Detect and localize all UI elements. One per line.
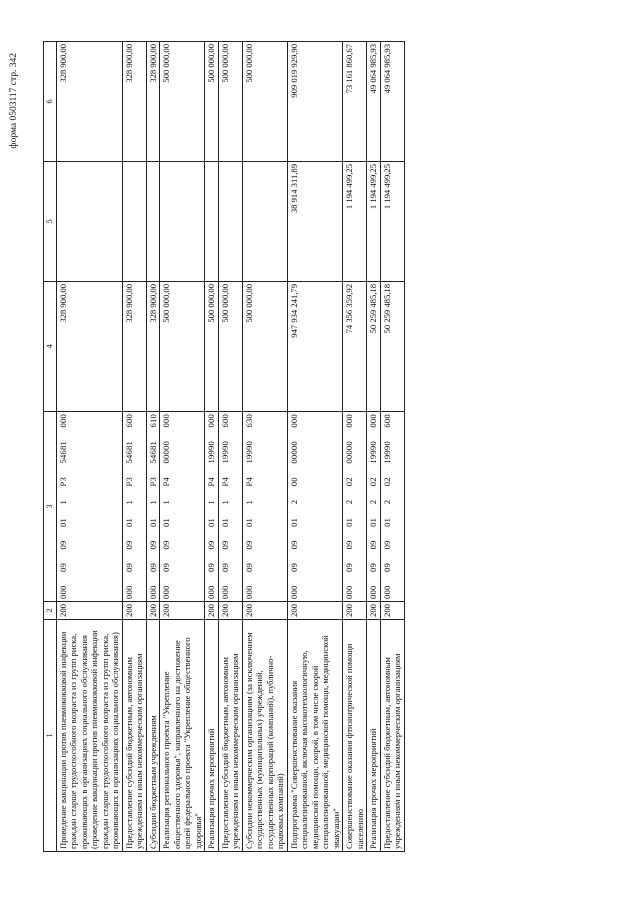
budget-code-part: P3 (58, 477, 68, 487)
budget-code (148, 414, 158, 599)
budget-code-part: 600 (123, 414, 134, 428)
header-cell-4: 4 (44, 282, 57, 412)
row-executed-cell (146, 162, 159, 282)
row-budget-code-cell (380, 412, 404, 602)
row-budget-code-cell (122, 412, 146, 602)
row-executed-cell (57, 162, 123, 282)
budget-table (43, 41, 405, 852)
row-unexecuted-cell: 500 000,00 (205, 42, 218, 162)
budget-code-part: 09 (147, 563, 158, 572)
row-name-cell: Предоставление субсидий бюджетным, автономным учреждениям и иным некоммерческим организациям (122, 620, 146, 852)
row-approved-cell: 50 259 485,18 (380, 282, 404, 412)
budget-code-part: 1 (243, 500, 254, 505)
row-name-cell: Проведение вакцинации против пневмококковой инфекции граждан старше трудоспособного возраста из групп риска, проживающих в организациях социального обслуживания (проведение вакцинации против пневмококковой инфекции граждан старше трудоспособного возраста из групп риска, проживающих в организациях социального обслуживания) (57, 620, 123, 852)
table-row (367, 42, 380, 852)
budget-code-part: 000 (123, 585, 134, 599)
budget-code-part: 19990 (243, 441, 254, 464)
budget-code-part: 1 (206, 500, 217, 505)
budget-code-part: 01 (123, 518, 134, 527)
budget-code-part: 01 (161, 518, 172, 527)
header-cell-2: 2 (44, 602, 57, 620)
budget-code-part: 09 (123, 540, 134, 550)
budget-code-part: P4 (243, 477, 254, 487)
row-executed-cell (205, 162, 218, 282)
row-budget-code-cell (205, 412, 218, 602)
row-line-code-cell: 200 (57, 602, 123, 620)
budget-code-part: 09 (243, 563, 254, 572)
budget-code-part: 000 (344, 585, 355, 599)
budget-code-part: 000 (147, 585, 158, 599)
budget-code-part: 01 (147, 518, 158, 527)
row-name-cell: Совершенствование оказания фтизиатрической помощи населению (343, 620, 367, 852)
row-executed-cell: 1 194 499,25 (343, 162, 367, 282)
table-body (44, 42, 405, 852)
row-line-code-cell: 200 (242, 602, 287, 620)
row-executed-cell (218, 162, 242, 282)
row-approved-cell: 328 900,00 (57, 282, 123, 412)
budget-code-part: 000 (58, 414, 68, 428)
budget-code-part: 000 (368, 585, 379, 599)
row-line-code-cell: 200 (218, 602, 242, 620)
row-unexecuted-cell: 500 000,00 (242, 42, 287, 162)
budget-code-part: 2 (368, 499, 379, 505)
row-approved-cell: 500 000,00 (242, 282, 287, 412)
budget-code (344, 414, 354, 599)
row-executed-cell: 1 194 499,25 (380, 162, 404, 282)
budget-code-part: P3 (123, 477, 134, 487)
budget-code-part: 01 (243, 518, 254, 527)
budget-code-part: 19990 (381, 441, 392, 464)
row-approved-cell: 328 900,00 (146, 282, 159, 412)
budget-code-part: 09 (381, 562, 392, 572)
budget-code-part: 1 (161, 500, 172, 505)
budget-code-part: 00 (288, 477, 299, 487)
budget-code (220, 414, 230, 599)
budget-code-part: 000 (206, 585, 217, 599)
budget-code-part: 600 (219, 414, 230, 428)
budget-code-part: 09 (123, 563, 134, 572)
budget-code-part: 09 (161, 563, 172, 572)
table-row (287, 42, 342, 852)
row-approved-cell: 50 259 485,18 (367, 282, 380, 412)
row-name-cell: Субсидии некоммерческим организациям (за исключением государственных (муниципальных) учреждений, государственных корпораций (компаний), публично-правовых компаний) (242, 620, 287, 852)
budget-code-part: 1 (219, 500, 230, 505)
row-name-cell: Реализация прочих мероприятий (205, 620, 218, 852)
budget-code-part: 1 (123, 500, 134, 505)
budget-code-part: 09 (288, 562, 299, 572)
row-approved-cell: 500 000,00 (218, 282, 242, 412)
budget-code-part: 000 (381, 585, 392, 599)
row-name-cell: Предоставление субсидий бюджетным, автономным учреждениям и иным некоммерческим организациям (380, 620, 404, 852)
budget-code-part: 09 (206, 540, 217, 550)
row-approved-cell: 74 356 359,92 (343, 282, 367, 412)
row-approved-cell: 328 900,00 (122, 282, 146, 412)
budget-code-part: 000 (161, 585, 172, 599)
row-unexecuted-cell: 328 900,00 (57, 42, 123, 162)
row-line-code-cell: 200 (122, 602, 146, 620)
budget-code-part: 01 (219, 518, 230, 527)
budget-code-part: 02 (344, 477, 355, 487)
budget-code-part: 09 (161, 540, 172, 550)
budget-code-part: 2 (288, 499, 299, 505)
row-executed-cell (160, 162, 205, 282)
budget-code-part: 09 (368, 562, 379, 572)
row-executed-cell (242, 162, 287, 282)
row-approved-cell: 500 000,00 (205, 282, 218, 412)
budget-code-part: 000 (368, 414, 379, 428)
budget-code-part: 09 (381, 540, 392, 550)
budget-code-part: 610 (147, 414, 158, 428)
budget-code-part: 09 (219, 540, 230, 550)
budget-code-part: 54681 (123, 441, 134, 464)
budget-code-part: 01 (206, 518, 217, 527)
row-name-cell: Подпрограмма "Совершенствование оказания специализированной, включая высокотехнологичную, медицинской помощи, скорой, в том числе скорой специализированной, медицинской помощи, медицинской эвакуации" (287, 620, 342, 852)
budget-code-part: 000 (288, 585, 299, 599)
table-row (242, 42, 287, 852)
row-budget-code-cell (367, 412, 380, 602)
header-cell-6: 6 (44, 42, 57, 162)
budget-code (289, 414, 299, 599)
budget-code-part: 09 (344, 562, 355, 572)
budget-code (124, 414, 134, 599)
budget-code (161, 414, 171, 599)
budget-code-part: P4 (206, 477, 217, 487)
budget-code-part: 1 (58, 500, 68, 505)
budget-code-part: 00000 (344, 441, 355, 464)
budget-code-part: 000 (344, 414, 355, 428)
budget-code-part: 00000 (288, 441, 299, 464)
budget-code-part: 01 (288, 517, 299, 527)
row-budget-code-cell (287, 412, 342, 602)
budget-code (206, 414, 216, 599)
row-unexecuted-cell: 500 000,00 (218, 42, 242, 162)
budget-code-part: 09 (288, 540, 299, 550)
budget-code-part: 19990 (368, 441, 379, 464)
budget-code-part: 02 (368, 477, 379, 487)
budget-code-part: 09 (368, 540, 379, 550)
budget-code-part: P4 (219, 477, 230, 487)
row-budget-code-cell (57, 412, 123, 602)
row-line-code-cell: 200 (205, 602, 218, 620)
budget-code-part: 09 (58, 563, 68, 572)
row-unexecuted-cell: 909 019 929,90 (287, 42, 342, 162)
row-budget-code-cell (146, 412, 159, 602)
budget-code-part: 09 (147, 540, 158, 550)
budget-code-part: 02 (381, 477, 392, 487)
budget-code-part: 01 (368, 517, 379, 527)
budget-code (244, 414, 254, 599)
row-budget-code-cell (160, 412, 205, 602)
table-row (160, 42, 205, 852)
row-line-code-cell: 200 (146, 602, 159, 620)
budget-code-part: 54681 (147, 441, 158, 464)
row-unexecuted-cell: 500 000,00 (160, 42, 205, 162)
table-row (218, 42, 242, 852)
table-row (122, 42, 146, 852)
form-label: форма 0503117 стр. 342 (9, 53, 19, 149)
budget-code-part: 01 (58, 518, 68, 527)
row-executed-cell: 1 194 499,25 (367, 162, 380, 282)
budget-code-part: 000 (219, 585, 230, 599)
budget-code-part: 000 (243, 585, 254, 599)
budget-code (368, 414, 378, 599)
budget-code-part: 1 (147, 500, 158, 505)
row-approved-cell: 500 000,00 (160, 282, 205, 412)
budget-code-part: 19990 (206, 441, 217, 464)
budget-code-part: 000 (58, 585, 68, 599)
row-budget-code-cell (218, 412, 242, 602)
budget-code-part: 2 (344, 499, 355, 505)
row-name-cell: Предоставление субсидий бюджетным, автономным учреждениям и иным некоммерческим организациям (218, 620, 242, 852)
header-cell-1: 1 (44, 620, 57, 852)
budget-code-part: 09 (243, 540, 254, 550)
table-row (380, 42, 404, 852)
table-row (57, 42, 123, 852)
table-row (146, 42, 159, 852)
row-unexecuted-cell: 49 064 985,93 (367, 42, 380, 162)
table-header-row (44, 42, 57, 852)
row-unexecuted-cell: 49 064 985,93 (380, 42, 404, 162)
budget-code-part: 630 (243, 414, 254, 428)
row-executed-cell: 38 914 311,89 (287, 162, 342, 282)
budget-code-part: 000 (288, 414, 299, 428)
budget-code-part: 09 (219, 563, 230, 572)
row-line-code-cell: 200 (367, 602, 380, 620)
row-name-cell: Субсидии бюджетным учреждениям (146, 620, 159, 852)
row-name-cell: Реализация регионального проекта "Укрепление общественного здоровья", направленного на достижение целей федерального проекта "Укрепление общественного здоровья" (160, 620, 205, 852)
budget-code-part: 2 (381, 499, 392, 505)
row-unexecuted-cell: 328 900,00 (146, 42, 159, 162)
header-cell-5: 5 (44, 162, 57, 282)
budget-code-part: P3 (147, 477, 158, 487)
budget-code-part: 19990 (219, 441, 230, 464)
budget-code-part: 01 (344, 517, 355, 527)
budget-code (58, 414, 68, 599)
row-name-cell: Реализация прочих мероприятий (367, 620, 380, 852)
row-line-code-cell: 200 (380, 602, 404, 620)
row-approved-cell: 947 934 241,79 (287, 282, 342, 412)
row-executed-cell (122, 162, 146, 282)
budget-code (382, 414, 392, 599)
table-row (343, 42, 367, 852)
budget-code-part: 09 (344, 540, 355, 550)
budget-code-part: 000 (206, 414, 217, 428)
budget-code-part: P4 (161, 477, 172, 487)
row-line-code-cell: 200 (343, 602, 367, 620)
budget-code-part: 600 (381, 414, 392, 428)
row-unexecuted-cell: 73 161 860,67 (343, 42, 367, 162)
budget-code-part: 01 (381, 517, 392, 527)
budget-code-part: 000 (161, 414, 172, 428)
row-budget-code-cell (343, 412, 367, 602)
budget-code-part: 09 (206, 563, 217, 572)
budget-code-part: 09 (58, 540, 68, 550)
row-line-code-cell: 200 (160, 602, 205, 620)
budget-code-part: 00000 (161, 441, 172, 464)
budget-code-part: 54681 (58, 441, 68, 464)
header-cell-3: 3 (44, 412, 57, 602)
table-row (205, 42, 218, 852)
row-line-code-cell: 200 (287, 602, 342, 620)
row-budget-code-cell (242, 412, 287, 602)
row-unexecuted-cell: 328 900,00 (122, 42, 146, 162)
